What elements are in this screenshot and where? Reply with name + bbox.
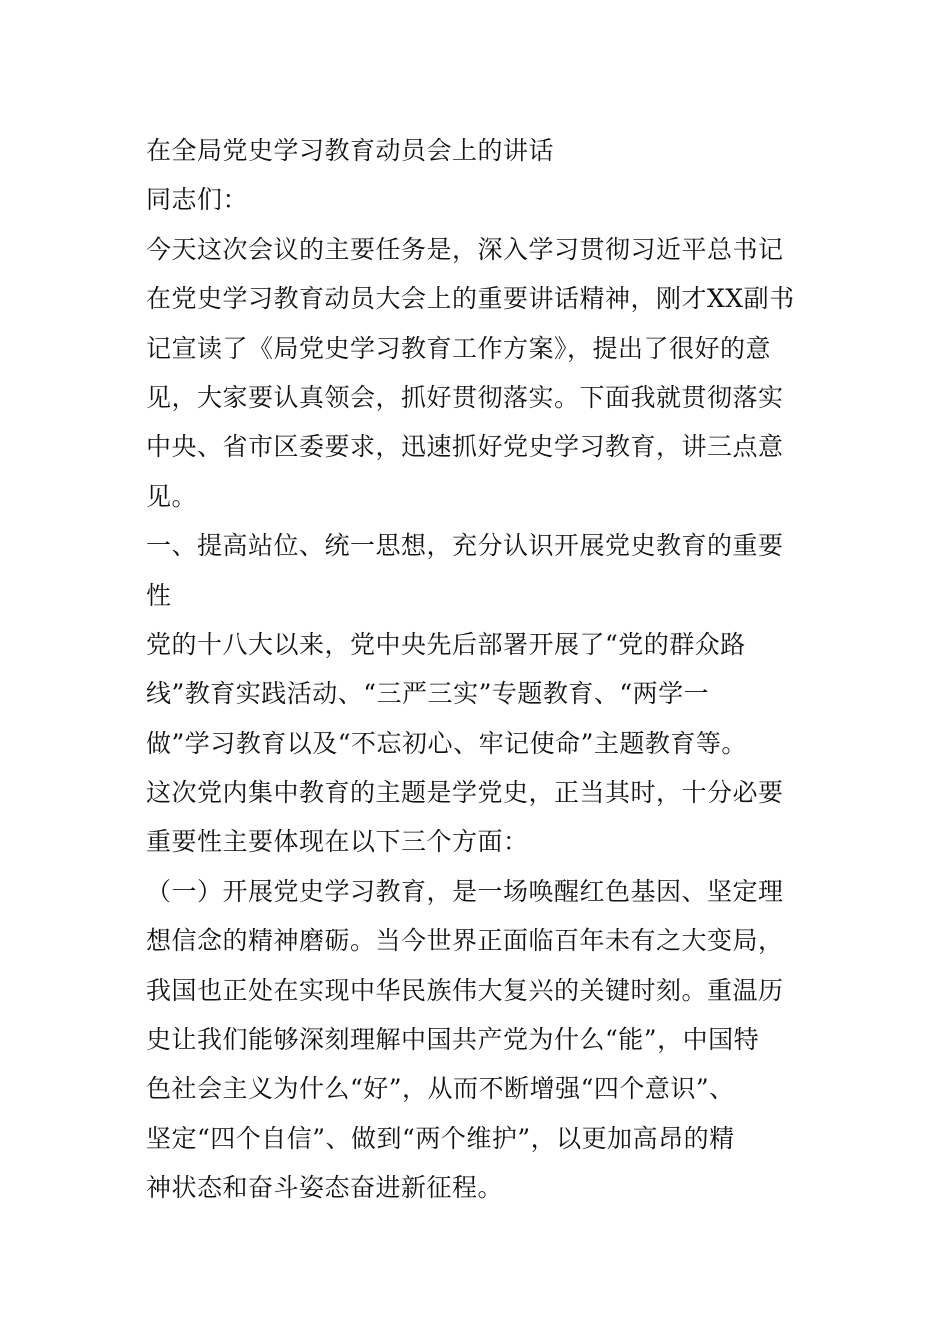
text-line: 重要性主要体现在以下三个方面： (146, 827, 529, 857)
text-line: 这次党内集中教育的主题是学党史，正当其时，十分必要 (146, 778, 784, 808)
text-line: 今天这次会议的主要任务是，深入学习贯彻习近平总书记 (146, 234, 784, 264)
salutation: 同志们： (146, 185, 249, 215)
text-line: 想信念的精神磨砺。当今世界正面临百年未有之大变局， (146, 926, 784, 956)
text-line: 线”教育实践活动、“三严三实”专题教育、“两学一 (146, 679, 710, 709)
text-line: 党的十八大以来，党中央先后部署开展了“党的群众路 (146, 629, 746, 659)
text-line: 色社会主义为什么“好”，从而不断增强“四个意识”、 (146, 1074, 735, 1104)
text-line: 在党史学习教育动员大会上的重要讲话精神，刚才XX副书 (146, 284, 795, 314)
text-line: 见，大家要认真领会，抓好贯彻落实。下面我就贯彻落实 (146, 382, 784, 412)
text-line: 中央、省市区委要求，迅速抓好党史学习教育，讲三点意 (146, 432, 784, 462)
section-heading: 一、提高站位、统一思想，充分认识开展党史教育的重要 (146, 531, 784, 561)
text-line: 记宣读了《局党史学习教育工作方案》，提出了很好的意 (146, 333, 772, 363)
subsection-text-line: （一）开展党史学习教育，是一场唤醒红色基因、坚定理 (146, 876, 784, 906)
text-line: 我国也正处在实现中华民族伟大复兴的关键时刻。重温历 (146, 975, 784, 1005)
text-line: 史让我们能够深刻理解中国共产党为什么“能”，中国特 (146, 1025, 760, 1055)
text-line: 做”学习教育以及“不忘初心、牢记使命”主题教育等。 (146, 728, 747, 758)
text-line: 见。 (146, 481, 198, 511)
text-line: 坚定“四个自信”、做到“两个维护”，以更加高昂的精 (146, 1123, 735, 1153)
text-line: 神状态和奋斗姿态奋进新征程。 (146, 1173, 504, 1203)
section-heading: 性 (146, 580, 172, 610)
document-body (146, 126, 806, 1213)
document-title: 在全局党史学习教育动员会上的讲话 (146, 136, 555, 165)
